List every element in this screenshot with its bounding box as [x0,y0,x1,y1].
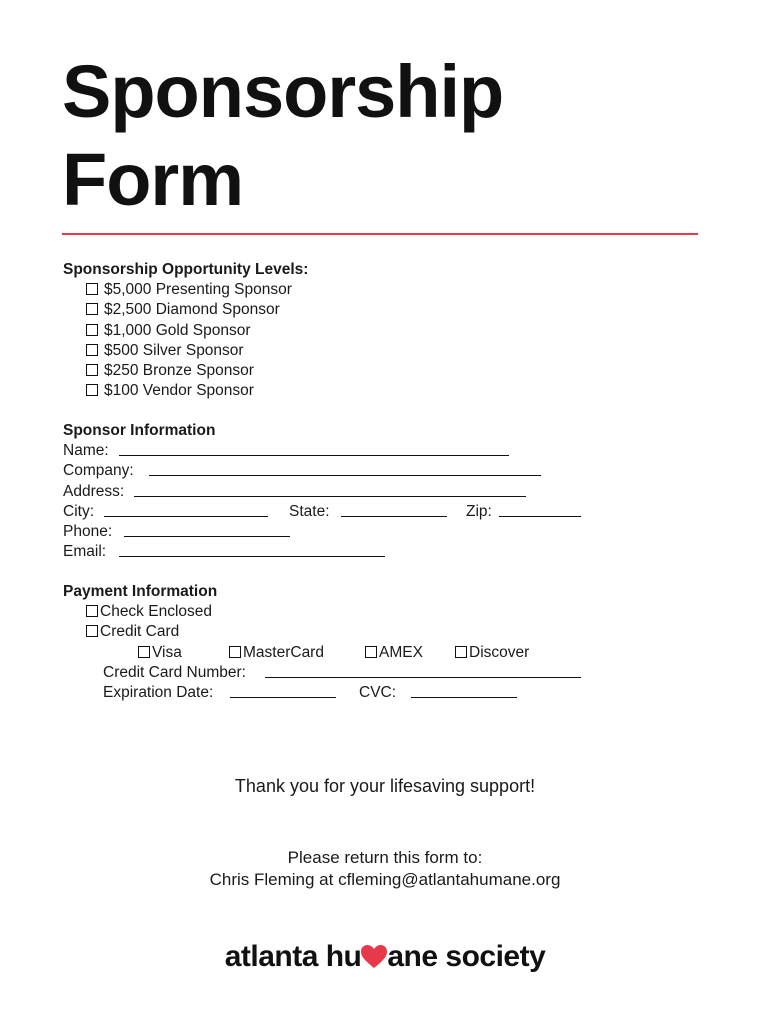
state-field[interactable] [341,502,447,517]
address-label: Address: [63,482,125,500]
title-line-2: Form [62,138,243,221]
check-label: Check Enclosed [100,603,213,620]
return-contact: Chris Fleming at cfleming@atlantahumane.org [209,870,561,889]
address-row [63,482,703,502]
card-number-field[interactable] [265,663,581,678]
company-label: Company: [63,462,134,480]
checkbox[interactable] [86,303,98,315]
city-field[interactable] [104,502,268,517]
email-label: Email: [63,543,107,561]
address-field[interactable] [134,482,526,497]
level-label: $2,500 Diamond Sponsor [104,301,280,319]
sponsor-info-section [63,421,703,563]
logo-text-end: ane society [387,940,546,973]
checkbox[interactable] [86,344,98,356]
card-option-amex[interactable] [365,643,423,663]
phone-field[interactable] [124,522,290,537]
level-option[interactable] [63,341,308,361]
card-option-visa[interactable] [138,643,182,663]
title-line-1: Sponsorship [62,50,504,133]
card-label: Discover [469,643,530,661]
card-label: MasterCard [243,643,324,661]
zip-label: Zip: [466,502,492,520]
heart-icon [361,943,387,977]
checkbox[interactable] [86,625,98,637]
thank-you-message: Thank you for your lifesaving support! [234,776,536,796]
zip-field[interactable] [499,502,581,517]
name-row [63,441,703,461]
card-number-row [63,663,703,683]
state-label: State: [289,502,330,520]
cvc-field[interactable] [411,683,517,698]
title-divider [62,233,698,235]
checkbox[interactable] [138,646,150,658]
checkbox[interactable] [455,646,467,658]
checkbox[interactable] [86,324,98,336]
card-option-discover[interactable] [455,643,529,663]
email-field[interactable] [119,542,385,557]
level-label: $100 Vendor Sponsor [104,382,254,400]
level-label: $250 Bronze Sponsor [104,362,254,380]
level-option[interactable] [63,381,308,401]
level-option[interactable] [63,300,308,320]
level-label: $5,000 Presenting Sponsor [104,281,292,298]
level-label: $500 Silver Sponsor [104,341,244,359]
sponsor-heading: Sponsor Information [63,422,216,439]
phone-row [63,522,703,542]
atlanta-humane-society-logo [0,940,770,977]
expiration-row [63,683,703,703]
level-option[interactable] [63,361,308,381]
levels-heading: Sponsorship Opportunity Levels: [63,261,309,278]
checkbox[interactable] [86,364,98,376]
checkbox[interactable] [86,283,98,295]
checkbox[interactable] [86,605,98,617]
card-type-row [63,643,703,663]
cvc-label: CVC: [359,684,397,702]
company-field[interactable] [149,461,541,476]
card-number-label: Credit Card Number: [103,663,246,681]
city-state-zip-row [63,502,703,522]
name-field[interactable] [119,441,509,456]
page-title [62,48,503,224]
checkbox[interactable] [365,646,377,658]
city-label: City: [63,502,94,520]
sponsorship-levels-section [63,260,308,402]
level-label: $1,000 Gold Sponsor [104,321,251,339]
expiration-label: Expiration Date: [103,684,214,702]
card-option-mastercard[interactable] [229,643,324,663]
credit-card-option[interactable] [63,622,703,642]
checkbox[interactable] [86,384,98,396]
credit-label: Credit Card [100,623,180,641]
level-option[interactable] [63,321,308,341]
card-label: AMEX [379,643,423,661]
check-enclosed-option[interactable] [63,602,703,622]
checkbox[interactable] [229,646,241,658]
email-row [63,542,703,562]
payment-heading: Payment Information [63,583,218,600]
phone-label: Phone: [63,523,113,541]
card-label: Visa [152,643,182,661]
payment-info-section [63,582,703,703]
return-instruction: Please return this form to: [287,848,483,867]
level-option[interactable] [63,280,308,300]
expiration-field[interactable] [230,683,336,698]
company-row [63,461,703,481]
logo-text-start: atlanta hu [224,940,362,973]
name-label: Name: [63,442,109,459]
